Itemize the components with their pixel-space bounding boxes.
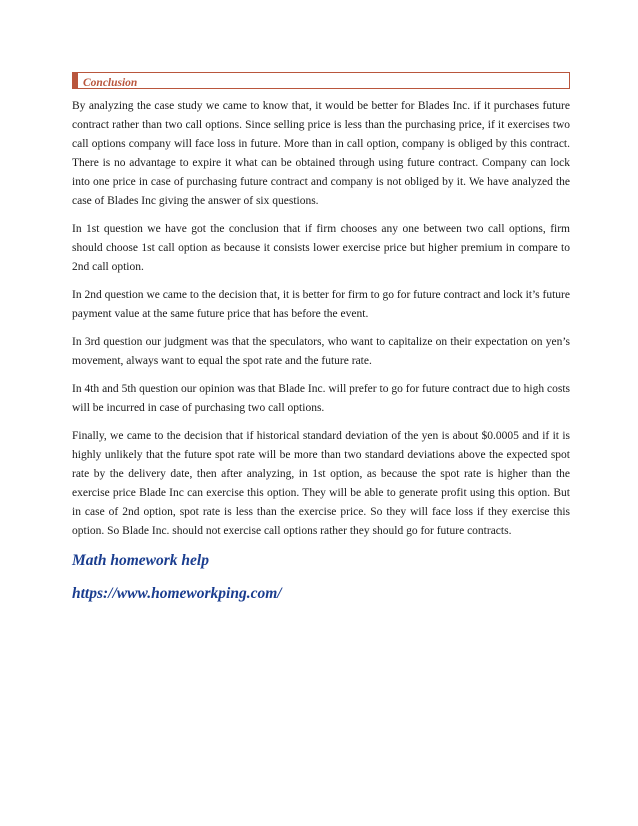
paragraph-question-4-5: In 4th and 5th question our opinion was that Blade Inc. will prefer to go for future contract due to high costs will be incurred in case of purchasing two call options.: [72, 383, 570, 414]
document-page: [72, 72, 570, 604]
section-heading: Conclusion: [83, 77, 138, 89]
homeworkping-url-link[interactable]: https://www.homeworkping.com/: [72, 585, 282, 602]
paragraph-question-1: In 1st question we have got the conclusion that if firm chooses any one between two call options, firm should choose 1st call option as because it consists lower exercise price but higher premium in compare to 2nd call option.: [72, 223, 570, 273]
conclusion-heading-box: [72, 72, 570, 89]
math-homework-help-link[interactable]: Math homework help: [72, 552, 209, 569]
paragraph-finally: Finally, we came to the decision that if historical standard deviation of the yen is about $0.0005 and if it is highly unlikely that the future spot rate will be more than two standard deviations above the expected spot rate by the delivery date, then after analyzing, in 1st option, as because the spot rate is higher than the exercise price Blade Inc can exercise this option. They will be able to generate profit using this option. But in case of 2nd option, spot rate is less than the exercise price. So they will face loss if they exercise this option. So Blade Inc. should not exercise call options rather they should go for future contracts.: [72, 430, 570, 537]
paragraph-intro: By analyzing the case study we came to know that, it would be better for Blades Inc. if it purchases future contract rather than two call options. Since selling price is less than the purchasing price, if it exercises two call options company will face loss in future. More than in call option, company is obliged by this contract. There is no advantage to expire it what can be obtained through using future contract. Company can lock into one price in case of purchasing future contract and company is not obliged by it. We have analyzed the case of Blades Inc giving the answer of six questions.: [72, 100, 570, 207]
paragraph-question-2: In 2nd question we came to the decision that, it is better for firm to go for future contract and lock it’s future payment value at the same future price that has before the event.: [72, 289, 570, 320]
paragraph-question-3: In 3rd question our judgment was that the speculators, who want to capitalize on their expectation on yen’s movement, always want to equal the spot rate and the future rate.: [72, 336, 570, 367]
